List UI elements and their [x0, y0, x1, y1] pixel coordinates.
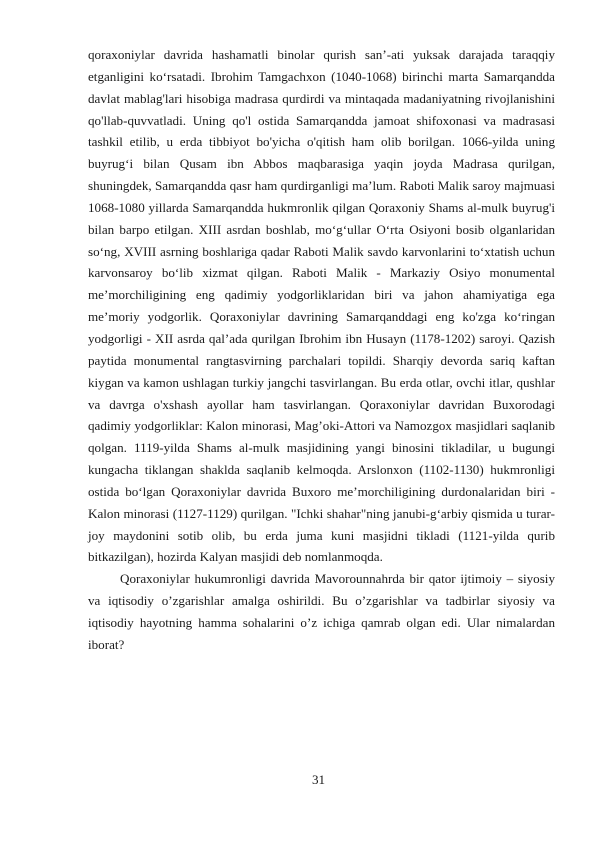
document-body	[88, 44, 555, 656]
paragraph-reforms-question: Qoraxoniylar hukumronligi davrida Mavorounnahrda bir qator ijtimoiy – siyosiy va iqtisodiy o’zgarishlar amalga oshirildi. Bu o’zgarishlar va tadbirlar siyosiy va iqtisodiy hayotning hamma sohalarini o’z ichiga qamrab olgan edi. Ular nimalardan iborat?	[88, 571, 555, 652]
page-number: 31	[311, 772, 326, 787]
paragraph-karakhanid-architecture: qoraxoniylar davrida hashamatli binolar qurish san’-ati yuksak darajada taraqqiy etganligini ko‘rsatadi. Ibrohim Tamgachxon (1040-1068) birinchi marta Samarqandda davlat mablag'lari hisobiga madrasa qurdirdi va mintaqada madaniyatning rivojlanishini qo'llab-quvvatladi. Uning qo'l ostida Samarqandda jamoat shifoxonasi va madrasasi tashkil etilib, u erda tibbiyot bo'yicha o'qitish ham olib borilgan. 1066-yilda uning buyrug‘i bilan Qusam ibn Abbos maqbarasiga yaqin joyda Madrasa qurilgan, shuningdek, Samarqandda qasr ham qurdirganligi ma’lum. Raboti Malik saroy majmuasi 1068-1080 yillarda Samarqandda hukmronlik qilgan Qoraxoniy Shams al-mulk buyrug'i bilan barpo etilgan. XIII asrdan boshlab, mo‘g‘ullar O‘rta Osiyoni bosib olganlaridan so‘ng, XVIII asrning boshlariga qadar Raboti Malik savdo karvonlarini to‘xtatish uchun karvonsaroy bo‘lib xizmat qilgan. Raboti Malik - Markaziy Osiyo monumental me’morchiligining eng qadimiy yodgorliklaridan biri va jahon ahamiyatiga ega me’moriy yodgorlik. Qoraxoniylar davrining Samarqanddagi eng ko'zga ko‘ringan yodgorligi - XII asrda qal’ada qurilgan Ibrohim ibn Husayn (1178-1202) saroyi. Qazish paytida monumental rangtasvirning parchalari topildi. Sharqiy devorda sariq kaftan kiygan va kamon ushlagan turkiy jangchi tasvirlangan. Bu erda otlar, ovchi itlar, qushlar va davrga o'xshash ayollar ham tasvirlangan. Qoraxoniylar davridan Buxorodagi qadimiy yodgorliklar: Kalon minorasi, Mag’oki-Attori va Namozgox masjidlari saqlanib qolgan. 1119-yilda Shams al-mulk masjidining yangi binosini tikladilar, u bugungi kungacha tiklangan shaklda saqlanib kelmoqda. Arslonxon (1102-1130) hukmronligi ostida bo‘lgan Qoraxoniylar davrida Buxoro me’morchiligining durdonalaridan biri - Kalon minorasi (1127-1129) qurilgan. "Ichki shahar"ning janubi-g‘arbiy qismida u turar-joy maydonini sotib olib, bu erda juma kuni masjidni tikladi (1121-yilda qurib bitkazilgan), hozirda Kalyan masjidi deb nomlanmoqda.	[88, 47, 555, 565]
